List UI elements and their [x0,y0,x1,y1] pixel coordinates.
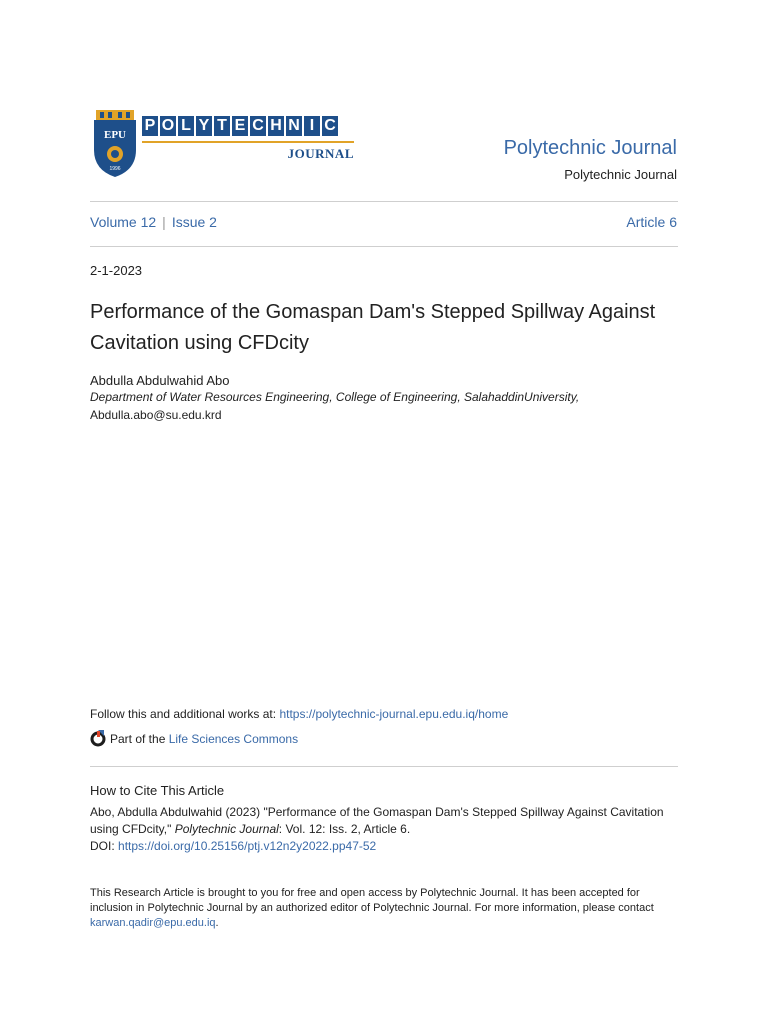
access-notice-text: This Research Article is brought to you for free and open access by Polytechnic Journal. It has been accepted for inclusion in Polytechnic Journal by an authorized editor of Polytechnic Journal. For more information, please contact [90,887,654,914]
logo-letter: T [214,116,230,136]
citation-end: : Vol. 12: Iss. 2, Article 6. [278,822,411,836]
logo-letter: L [178,116,194,136]
issue-link[interactable]: Issue 2 [171,214,217,230]
logo-subtitle: JOURNAL [287,146,354,161]
contact-email-link[interactable]: karwan.qadir@epu.edu.iq [90,917,216,929]
article-title: Performance of the Gomaspan Dam's Stepped Spillway Against Cavitation using CFDcity [90,301,656,354]
journal-title-link[interactable]: Polytechnic Journal [503,137,677,159]
logo-letter: H [268,116,284,136]
breadcrumb-separator: | [162,214,166,230]
shield-year-text: 1996 [109,166,121,172]
author-email: Abdulla.abo@su.edu.krd [90,408,222,422]
access-notice [90,886,680,931]
issue-breadcrumb [90,214,217,230]
logo-divider [142,141,354,143]
volume-link[interactable]: Volume 12 [90,214,157,230]
epu-shield-icon [92,110,138,178]
citation-journal: Polytechnic Journal [174,822,279,836]
citation-text [90,804,680,855]
logo-letter: E [232,116,248,136]
doi-prefix: DOI: [90,839,119,853]
journal-subtitle: Polytechnic Journal [564,167,677,182]
life-sciences-commons-link[interactable]: Life Sciences Commons [168,731,299,746]
article-number-link[interactable]: Article 6 [626,214,677,230]
logo-letter: I [304,116,320,136]
logo-letter: C [322,116,338,136]
doi-link[interactable]: https://doi.org/10.25156/ptj.v12n2y2022.pp47-52 [118,839,377,853]
follow-prefix: Follow this and additional works at: [90,707,280,721]
follow-url-link[interactable]: https://polytechnic-journal.epu.edu.iq/home [279,707,509,721]
access-notice-end: . [215,917,219,929]
divider [90,246,678,247]
logo-letter: Y [196,116,212,136]
follow-line [90,707,508,721]
divider [90,201,678,202]
divider [90,766,678,767]
journal-logo [92,110,356,182]
logo-wordmark [142,116,338,138]
citation-heading: How to Cite This Article [90,783,225,798]
shield-badge-text: EPU [104,129,126,141]
logo-letter: P [142,116,158,136]
publication-date: 2-1-2023 [90,263,143,278]
part-of-line [90,730,298,747]
bepress-icon [90,730,107,747]
part-of-prefix: Part of the [110,731,166,746]
logo-letter: N [286,116,302,136]
logo-letter: C [250,116,266,136]
author-affiliation: Department of Water Resources Engineering, College of Engineering, SalahaddinUniversity, [90,390,580,404]
citation-start: Abo, Abdulla Abdulwahid (2023) "Performance of the Gomaspan Dam's Stepped Spillway Against Cavitation using CFDcity," [90,805,664,836]
author-name: Abdulla Abdulwahid Abo [90,373,230,388]
logo-letter: O [161,117,175,134]
